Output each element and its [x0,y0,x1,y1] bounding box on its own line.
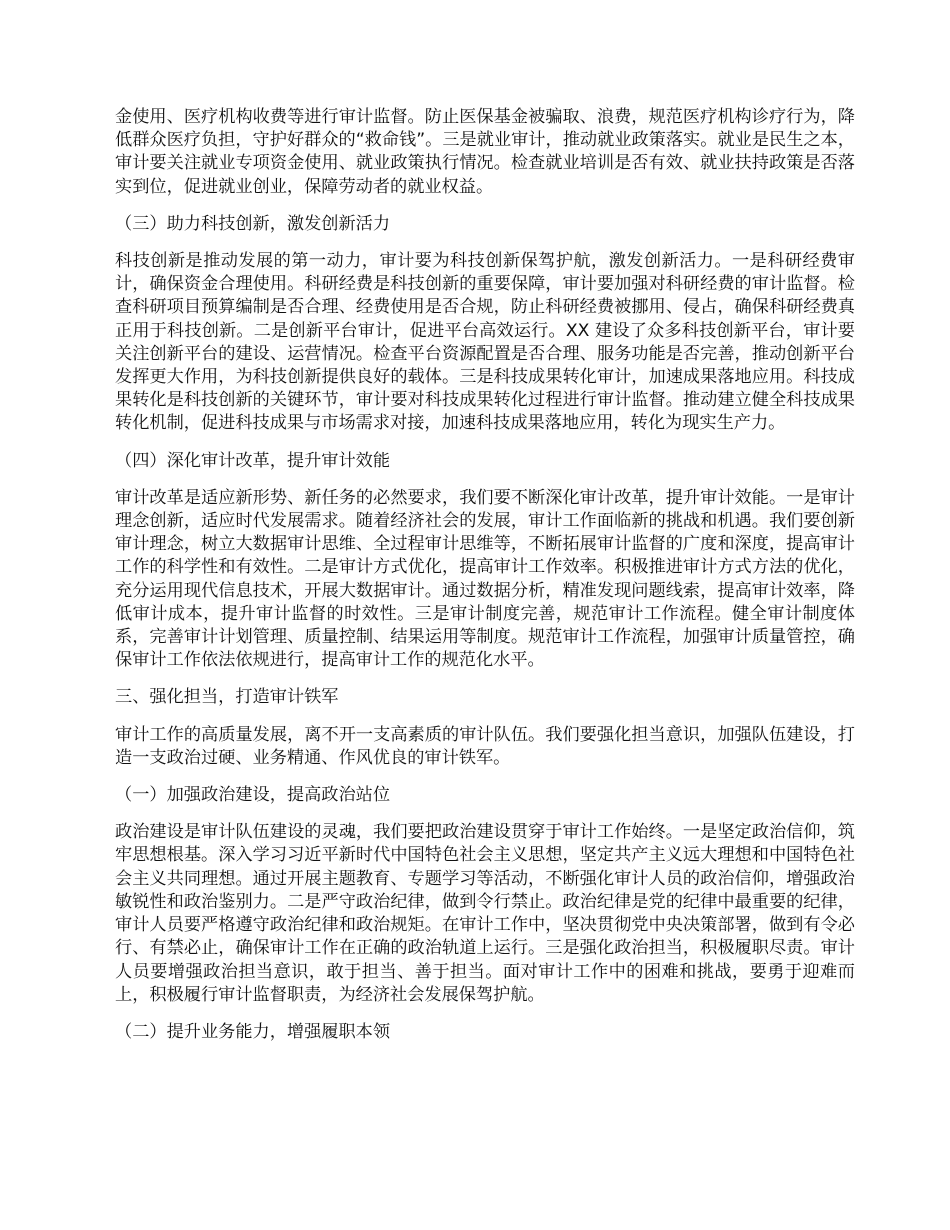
heading-section-three: 三、强化担当，打造审计铁军 [115,687,339,708]
heading-tech-innovation: （三）助力科技创新，激发创新活力 [115,213,391,234]
paragraph-medical-employment-audit: 金使用、医疗机构收费等进行审计监督。防止医保基金被骗取、浪费，规范医疗机构诊疗行为，降低群众医疗负担，守护好群众的“救命钱”。三是就业审计，推动就业政策落实。就业是民生之本，审计要关注就业专项资金使用、就业政策执行情况。检查就业培训是否有效、就业扶持政策是否落实到位，促进就业创业，保障劳动者的就业权益。 [115,107,855,197]
heading-audit-reform: （四）深化审计改革，提升审计效能 [115,450,391,471]
paragraph-political-building: 政治建设是审计队伍建设的灵魂，我们要把政治建设贯穿于审计工作始终。一是坚定政治信仰，筑牢思想根基。深入学习习近平新时代中国特色社会主义思想，坚定共产主义远大理想和中国特色社会主义共同理想。通过开展主题教育、专题学习等活动，不断强化审计人员的政治信仰，增强政治敏锐性和政治鉴别力。二是严守政治纪律，做到令行禁止。政治纪律是党的纪律中最重要的纪律，审计人员要严格遵守政治纪律和政治规矩。在审计工作中，坚决贯彻党中央决策部署，做到有令必行、有禁必止，确保审计工作在正确的政治轨道上运行。三是强化政治担当，积极履职尽责。审计人员要增强政治担当意识，敢于担当、善于担当。面对审计工作中的困难和挑战，要勇于迎难而上，积极履行审计监督职责，为经济社会发展保驾护航。 [115,822,855,1005]
document-body [115,106,855,1044]
paragraph-section-three-intro: 审计工作的高质量发展，离不开一支高素质的审计队伍。我们要强化担当意识，加强队伍建设，打造一支政治过硬、业务精通、作风优良的审计铁军。 [115,724,855,768]
heading-political-building: （一）加强政治建设，提高政治站位 [115,785,391,806]
heading-business-capability: （二）提升业务能力，增强履职本领 [115,1021,391,1042]
paragraph-tech-innovation: 科技创新是推动发展的第一动力，审计要为科技创新保驾护航，激发创新活力。一是科研经费审计，确保资金合理使用。科研经费是科技创新的重要保障，审计要加强对科研经费的审计监督。检查科研项目预算编制是否合理、经费使用是否合规，防止科研经费被挪用、侵占，确保科研经费真正用于科技创新。二是创新平台审计，促进平台高效运行。XX 建设了众多科技创新平台，审计要关注创新平台的建设、运营情况。检查平台资源配置是否合理、服务功能是否完善，推动创新平台发挥更大作用，为科技创新提供良好的载体。三是科技成果转化审计，加速成果落地应用。科技成果转化是科技创新的关键环节，审计要对科技成果转化过程进行审计监督。推动建立健全科技成果转化机制，促进科技成果与市场需求对接，加速科技成果落地应用，转化为现实生产力。 [115,251,855,434]
paragraph-audit-reform: 审计改革是适应新形势、新任务的必然要求，我们要不断深化审计改革，提升审计效能。一是审计理念创新，适应时代发展需求。随着经济社会的发展，审计工作面临新的挑战和机遇。我们要创新审计理念，树立大数据审计思维、全过程审计思维等，不断拓展审计监督的广度和深度，提高审计工作的科学性和有效性。二是审计方式优化，提高审计工作效率。积极推进审计方式方法的优化，充分运用现代信息技术，开展大数据审计。通过数据分析，精准发现问题线索，提高审计效率，降低审计成本，提升审计监督的时效性。三是审计制度完善，规范审计工作流程。健全审计制度体系，完善审计计划管理、质量控制、结果运用等制度。规范审计工作流程，加强审计质量管控，确保审计工作依法依规进行，提高审计工作的规范化水平。 [115,487,855,671]
